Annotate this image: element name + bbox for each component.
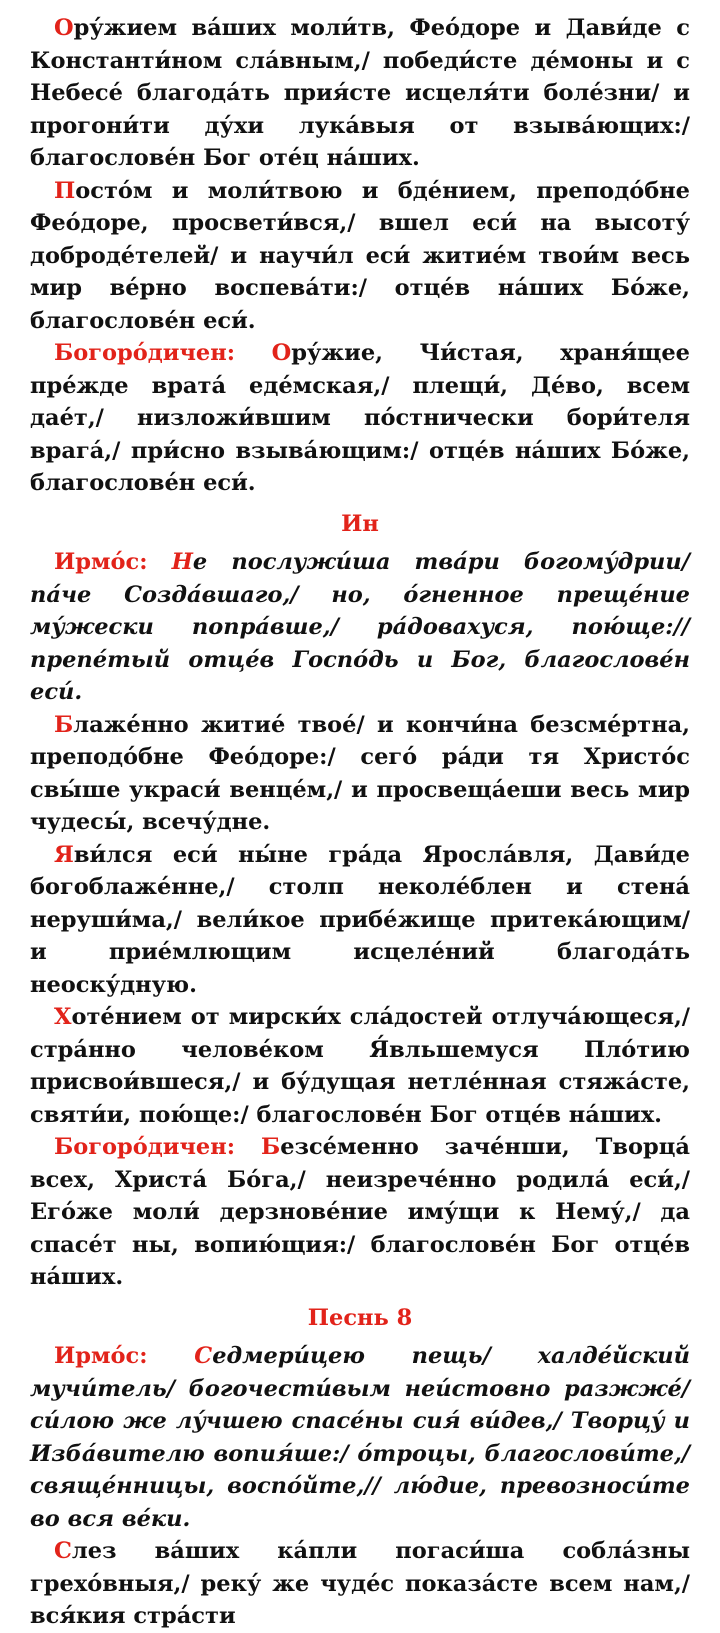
drop-initial: Н	[171, 549, 193, 575]
drop-initial: Б	[261, 1134, 281, 1160]
section-heading-in: Ин	[341, 510, 379, 537]
section-heading-ode-8: Песнь 8	[307, 1304, 413, 1331]
rubric-label: Богоро́дичен:	[54, 340, 272, 366]
rubric-label: Ирмо́с:	[54, 1343, 195, 1369]
drop-initial: О	[271, 340, 292, 366]
troparion-text: ру́жие, Чи́стая, храня́щее пре́жде врата́ еде́мская,/ плещи́, Де́во, всем дае́т,/ низложи́вшим по́стнически бори́теля врага́,/ при́сно взыва́ющим:/ отце́в на́ших Бо́же, благослове́н еси́.	[30, 340, 690, 496]
troparion-text: лаже́нно житие́ твое́/ и кончи́на безсме́ртна, преподо́бне Фео́доре:/ сего́ ра́ди тя Христо́с свы́ше украси́ венце́м,/ и просвеща́еши весь мир чудесы́, всечу́дне.	[30, 711, 690, 835]
troparion-6	[30, 1535, 690, 1633]
irmos-text: е послужи́ша тва́ри богому́дрии/ па́че Созда́вшаго,/ но, о́гненное преще́ние му́жески попра́вше,/ ра́довахуся, пою́ще:// препе́тый отце́в Госпо́дь и Бог, благослове́н еси́.	[30, 549, 690, 705]
drop-initial: С	[54, 1538, 72, 1564]
rubric-label: Ирмо́с:	[54, 549, 172, 575]
troparion-text: оте́нием от мирски́х сла́достей отлуча́ющеся,/ стра́нно челове́ком Я́вльшемуся Пло́тию присвои́вшеся,/ и бу́дущая нетле́нная стяжа́сте, святи́и, пою́ще:/ благослове́н Бог отце́в на́ших.	[30, 1004, 690, 1128]
troparion-text: ру́жием ва́ших моли́тв, Фео́доре и Дави́де с Константи́ном сла́вным,/ победи́сте де́моны и с Небесе́ благода́ть прия́сте исцеля́ти боле́зни/ и прогони́ти ду́хи лука́выя от взыва́ющих:/ благослове́н Бог оте́ц на́ших.	[30, 15, 690, 171]
irmos-2	[30, 1340, 690, 1535]
drop-initial: Я	[54, 841, 74, 868]
theotokion-1	[30, 337, 690, 500]
theotokion-2	[30, 1131, 690, 1294]
drop-initial: С	[194, 1343, 213, 1369]
troparion-4	[30, 839, 690, 1002]
troparion-text: осто́м и моли́твою и бде́нием, преподо́бне Фео́доре, просвети́вся,/ вшел еси́ на высоту́ доброде́телей/ и научи́л еси́ житие́м твои́м весь мир ве́рно воспева́ти:/ отце́в на́ших Бо́же, благослове́н еси́.	[30, 177, 690, 334]
drop-initial: П	[54, 177, 76, 204]
troparion-text: ви́лся еси́ ны́не гра́да Яросла́вля, Дави́де богоблаже́нне,/ столп неколе́блен и стена́ неруши́ма,/ вели́кое прибе́жище притека́ющим/ и прие́млющим исцеле́ний благода́ть неоску́дную.	[30, 841, 690, 998]
drop-initial: Х	[54, 1004, 72, 1030]
drop-initial: О	[54, 15, 74, 41]
troparion-text: езсе́менно заче́нши, Творца́ всех, Христа́ Бо́га,/ неизрече́нно родила́ еси́,/ Его́же моли́ дерзнове́ние иму́щи к Нему́,/ да спасе́т ны, вопию́щия:/ благослове́н Бог отце́в на́ших.	[30, 1134, 690, 1290]
drop-initial: Б	[54, 711, 74, 738]
irmos-1	[30, 546, 690, 709]
troparion-1	[30, 12, 690, 175]
troparion-2	[30, 175, 690, 338]
irmos-text: едмери́цею пещь/ халде́йский мучи́тель/ богочести́вым неи́стовно разжже́/ си́лою же лу́чшею спасе́ны сия́ ви́дев,/ Творцу́ и Изба́вителю вопия́ше:/ о́троцы, благослови́те,/ свяще́нницы, воспо́йте,// лю́дие, превозноси́те во вся ве́ки.	[30, 1343, 690, 1532]
troparion-3	[30, 709, 690, 839]
rubric-label: Богоро́дичен:	[54, 1134, 262, 1160]
troparion-5	[30, 1001, 690, 1131]
troparion-text: лез ва́ших ка́пли погаси́ша собла́зны грехо́вныя,/ реку́ же чуде́с показа́сте всем нам,/ вся́кия стра́сти	[30, 1538, 690, 1629]
